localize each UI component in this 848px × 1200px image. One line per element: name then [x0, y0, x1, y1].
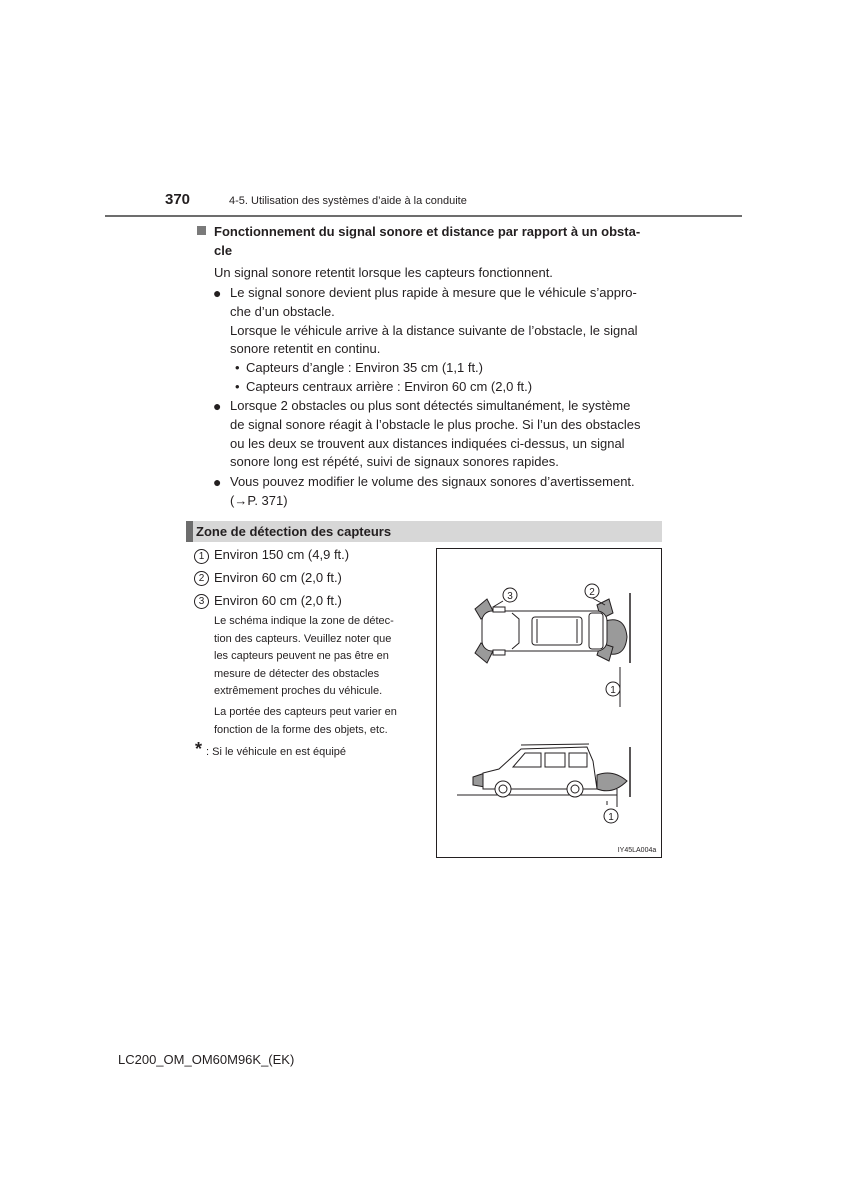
bullet-2-line: de signal sonore réagit à l’obstacle le plus proche. Si l’un des obstacles	[230, 416, 641, 432]
mirror	[493, 607, 505, 612]
bullet-3-text	[230, 473, 660, 511]
callout-3: 3	[507, 591, 513, 602]
item-2-text: Environ 60 cm (2,0 ft.)	[214, 570, 342, 585]
item-1-text: Environ 150 cm (4,9 ft.)	[214, 547, 350, 562]
front-wheel	[495, 781, 511, 797]
roof-rack	[521, 744, 589, 745]
chapter-title: 4-5. Utilisation des systèmes d’aide à la conduite	[229, 195, 467, 207]
rear-wheel	[567, 781, 583, 797]
page-reference-link[interactable]: (→P. 371)	[230, 492, 288, 508]
note-line: Le schéma indique la zone de détec-	[214, 615, 394, 627]
bullet-3-line: Vous pouvez modifier le volume des signaux sonores d’avertissement.	[230, 474, 635, 489]
bullet-1-line: che d’un obstacle.	[230, 303, 335, 319]
note-2	[214, 704, 424, 739]
heading-line-1: Fonctionnement du signal sonore et distance par rapport à un obsta-	[214, 224, 641, 239]
section-heading	[214, 222, 660, 260]
sub-bullet-corner: Capteurs d’angle : Environ 35 cm (1,1 ft.)	[246, 360, 484, 375]
note-line: extrêmement proches du véhicule.	[214, 685, 383, 697]
number-badge-3: 3	[194, 594, 209, 609]
bullet-2-line: ou les deux se trouvent aux distances indiquées ci-dessus, un signal	[230, 435, 625, 451]
sub-bullet-rear: Capteurs centraux arrière : Environ 60 cm (2,0 ft.)	[246, 379, 533, 394]
sensor-diagram	[436, 548, 662, 858]
bullet-1-text	[230, 284, 658, 359]
heading-line-2: cle	[214, 243, 233, 258]
heading-square-icon	[197, 226, 206, 235]
number-badge-1: 1	[194, 549, 209, 564]
note-1	[214, 613, 424, 701]
page-number: 370	[165, 191, 191, 208]
note-line: les capteurs peuvent ne pas être en	[214, 650, 389, 662]
note-line: tion des capteurs. Veuillez noter que	[214, 632, 392, 645]
item-3-text: Environ 60 cm (2,0 ft.)	[214, 593, 342, 608]
figure-code: IY45LA004a	[617, 847, 657, 854]
section-title: Zone de détection des capteurs	[196, 524, 392, 539]
callout-1: 1	[610, 685, 616, 696]
asterisk-icon: *	[195, 739, 203, 759]
mirror	[493, 650, 505, 655]
rear-side-zone	[597, 773, 627, 791]
note-line: mesure de détecter des obstacles	[214, 667, 380, 680]
note-line: La portée des capteurs peut varier en	[214, 706, 397, 718]
bullet-icon: ●	[213, 474, 222, 490]
note-line: fonction de la forme des objets, etc.	[214, 723, 388, 736]
callout-2: 2	[589, 587, 595, 598]
sub-bullet-icon: •	[235, 360, 240, 375]
bullet-icon: ●	[213, 285, 222, 301]
bullet-2-text	[230, 397, 658, 472]
bullet-2-line: Lorsque 2 obstacles ou plus sont détectés simultanément, le système	[230, 398, 631, 413]
number-badge-2: 2	[194, 571, 209, 586]
callout-leader	[493, 601, 503, 607]
document-code: LC200_OM_OM60M96K_(EK)	[118, 1052, 295, 1067]
bullet-1-line: Le signal sonore devient plus rapide à mesure que le véhicule s’appro-	[230, 285, 637, 300]
sensor-diagram-svg	[437, 549, 661, 857]
section-bar-edge	[186, 521, 193, 542]
header-rule	[105, 215, 742, 217]
bullet-icon: ●	[213, 398, 222, 414]
bullet-1-line: sonore retentit en continu.	[230, 341, 381, 357]
bullet-1-line: Lorsque le véhicule arrive à la distance suivante de l’obstacle, le signal	[230, 322, 638, 338]
sub-bullet-icon: •	[235, 379, 240, 394]
bullet-2-line: sonore long est répété, suivi de signaux sonores rapides.	[230, 454, 559, 470]
intro-text: Un signal sonore retentit lorsque les capteurs fonctionnent.	[214, 265, 553, 280]
callout-1-side: 1	[608, 812, 614, 823]
footnote: : Si le véhicule en est équipé	[206, 746, 347, 758]
